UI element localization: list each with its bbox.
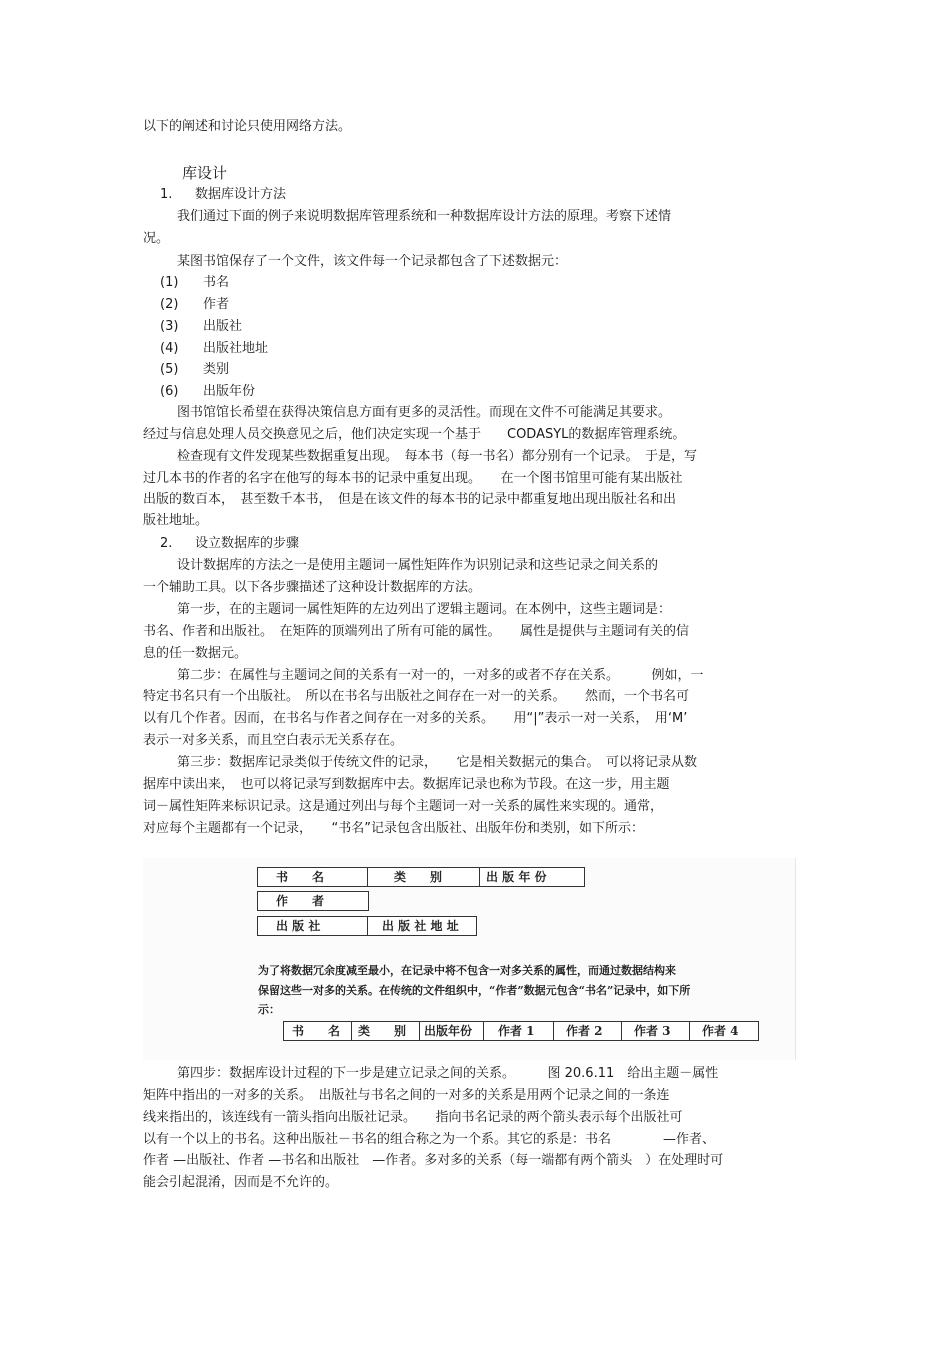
paragraph-line: 第二步：在属性与主题词之间的关系有一对一的，一对多的或者不存在关系。 例如，一 (177, 668, 704, 683)
paragraph-line: 以有几个作者。因而，在书名与作者之间存在一对多的关系。 用“|”表示一对一关系， 用‘M’ (143, 711, 688, 726)
record-field: 出 版 社 (258, 917, 368, 935)
paragraph-line: 特定书名只有一个出版社。 所以在书名与出版社之间存在一对一的关系。 然而，一个书名可 (143, 689, 690, 704)
paragraph-line: 表示一对多关系，而且空白表示无关系存在。 (143, 733, 404, 748)
list-item: 出版社地址 (203, 341, 269, 356)
paragraph-line: 第一步，在的主题词一属性矩阵的左边列出了逻辑主题词。在本例中，这些主题词是： (177, 602, 672, 617)
paragraph-line: 况。 (143, 231, 170, 246)
record-field: 作 者 (276, 894, 325, 908)
paragraph-line: 能会引起混淆，因而是不允许的。 (143, 1175, 339, 1190)
paragraph-line: 对应每个主题都有一个记录， “书名”记录包含出版社、出版年份和类别，如下所示： (143, 821, 644, 836)
record-field: 书 名 (258, 868, 368, 886)
record-field: 类 别 (352, 1022, 420, 1040)
list-item-number: (5) (160, 362, 179, 377)
record-field: 书 名 (284, 1022, 352, 1040)
paragraph-line: 版社地址。 (143, 513, 209, 528)
paragraph-line: 矩阵中指出的一对多的关系。 出版社与书名之间的一对多的关系是用两个记录之间的一条连 (143, 1088, 670, 1103)
publisher-record (257, 916, 477, 936)
list-item-number: (1) (160, 275, 179, 290)
paragraph-line: 图书馆馆长希望在获得决策信息方面有更多的灵活性。而现在文件不可能满足其要求。 (177, 405, 672, 420)
record-field: 作者 2 (554, 1022, 622, 1040)
paragraph-line: 某图书馆保存了一个文件，该文件每一个记录都包含了下述数据元： (177, 254, 568, 269)
record-field: 作者 4 (702, 1024, 739, 1038)
section-1-number: 1. (160, 187, 173, 202)
record-field: 出 版 年 份 (486, 870, 547, 884)
paragraph-line: 以有一个以上的书名。这种出版社－书名的组合称之为一个系。其它的系是：书名 —作者、 (143, 1132, 716, 1147)
paragraph-line: 经过与信息处理人员交换意见之后，他们决定实现一个基于 CODASYL的数据库管理系统。 (143, 427, 686, 442)
record-figure (143, 858, 796, 1060)
section-2-title: 设立数据库的步骤 (195, 536, 300, 551)
list-item-number: (2) (160, 297, 179, 312)
figure-note-line: 保留这些一对多的关系。在传统的文件组织中，“作者”数据元包含“书名”记录中，如下所 (258, 984, 691, 997)
paragraph-line: 线来指出的，该连线有一箭头指向出版社记录。 指向书名记录的两个箭头表示每个出版社可 (143, 1110, 683, 1125)
section-title: 库设计 (182, 164, 228, 182)
author-record (257, 891, 369, 911)
figure-note-line: 为了将数据冗余度减至最小，在记录中将不包含一对多关系的属性，而通过数据结构来 (258, 964, 676, 977)
combined-record (283, 1021, 759, 1041)
section-1-heading (160, 186, 287, 204)
record-field: 作者 1 (484, 1022, 554, 1040)
figure-note-line: 示： (258, 1003, 280, 1016)
section-2-heading (160, 535, 300, 553)
section-2-number: 2. (160, 536, 173, 551)
paragraph-line: 作者 —出版社、作者 —书名和出版社 —作者。多对多的关系（每一端都有两个箭头 ）在处理时可 (143, 1153, 724, 1168)
list-item: 书名 (203, 275, 230, 290)
paragraph-line: 据库中读出来， 也可以将记录写到数据库中去。数据库记录也称为节段。在这一步，用主题 (143, 777, 670, 792)
paragraph-line: 过几本书的作者的名字在他写的每本书的记录中重复出现。 在一个图书馆里可能有某出版社 (143, 471, 683, 486)
paragraph-line: 我们通过下面的例子来说明数据库管理系统和一种数据库设计方法的原理。考察下述情 (177, 209, 672, 224)
list-item: 出版年份 (203, 384, 256, 399)
list-item-number: (4) (160, 341, 179, 356)
record-field: 出版年份 (420, 1022, 484, 1040)
paragraph-line: 词－属性矩阵来标识记录。这是通过列出与每个主题词一对一关系的属性来实现的。通常， (143, 799, 664, 814)
list-item: 类别 (203, 362, 230, 377)
paragraph-line: 第四步：数据库设计过程的下一步是建立记录之间的关系。 图 20.6.11 给出主题－属性 (177, 1066, 719, 1081)
paragraph-line: 一个辅助工具。以下各步骤描述了这种设计数据库的方法。 (143, 580, 482, 595)
record-field: 作者 3 (622, 1022, 690, 1040)
list-item: 作者 (203, 297, 230, 312)
list-item-number: (6) (160, 384, 179, 399)
list-item: 出版社 (203, 319, 243, 334)
list-item-number: (3) (160, 319, 179, 334)
record-field: 类 别 (368, 868, 480, 886)
section-1-title: 数据库设计方法 (195, 187, 287, 202)
paragraph-line: 检查现有文件发现某些数据重复出现。 每本书（每一书名）都分别有一个记录。 于是，写 (177, 449, 698, 464)
paragraph-line: 息的任一数据元。 (143, 646, 248, 661)
record-field: 出 版 社 地 址 (382, 919, 459, 933)
intro-line: 以下的阐述和讨论只使用网络方法。 (143, 119, 352, 134)
paragraph-line: 书名、作者和出版社。 在矩阵的顶端列出了所有可能的属性。 属性是提供与主题词有关的信 (143, 624, 690, 639)
paragraph-line: 出版的数百本， 甚至数千本书， 但是在该文件的每本书的记录中都重复地出现出版社名和出 (143, 492, 677, 507)
book-title-record (257, 867, 585, 887)
paragraph-line: 第三步：数据库记录类似于传统文件的记录， 它是相关数据元的集合。 可以将记录从数 (177, 755, 698, 770)
paragraph-line: 设计数据库的方法之一是使用主题词一属性矩阵作为识别记录和这些记录之间关系的 (177, 558, 659, 573)
